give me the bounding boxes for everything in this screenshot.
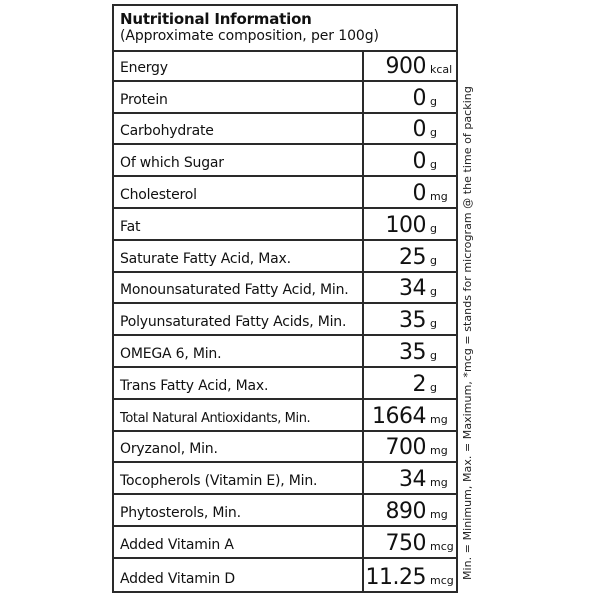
- nutrient-unit: mcg: [430, 573, 454, 587]
- value-cell: [362, 336, 456, 366]
- nutrient-unit: mg: [430, 476, 448, 490]
- table-row: [114, 495, 456, 527]
- value-cell: [362, 114, 456, 144]
- table-row: [114, 273, 456, 305]
- nutrition-table: [112, 4, 458, 593]
- table-header: [114, 6, 456, 52]
- nutrient-value: 0: [412, 85, 426, 111]
- nutrient-unit: kcal: [430, 62, 453, 76]
- footnote: [461, 70, 477, 580]
- nutrient-label: Fat: [120, 218, 141, 235]
- table-row: [114, 336, 456, 368]
- table-subtitle: (Approximate composition, per 100g): [120, 28, 379, 44]
- nutrient-unit: g: [430, 126, 437, 140]
- value-cell: [362, 177, 456, 207]
- nutrient-unit: g: [430, 317, 437, 331]
- nutrient-value: 1664: [372, 403, 426, 429]
- table-row: [114, 50, 456, 82]
- table-row: [114, 145, 456, 177]
- value-cell: [362, 368, 456, 398]
- table-row: [114, 400, 456, 432]
- table-row: [114, 114, 456, 146]
- nutrient-value: 700: [385, 435, 426, 461]
- table-row: [114, 527, 456, 559]
- nutrient-value: 0: [412, 149, 426, 175]
- table-row: [114, 559, 456, 591]
- table-row: [114, 177, 456, 209]
- nutrient-unit: g: [430, 348, 437, 362]
- nutrient-unit: g: [430, 285, 437, 299]
- nutrient-value: 890: [385, 498, 426, 524]
- nutrient-unit: mg: [430, 444, 448, 458]
- nutrient-label: Of which Sugar: [120, 155, 224, 172]
- value-cell: [362, 145, 456, 175]
- value-cell: [362, 50, 456, 80]
- table-row: [114, 209, 456, 241]
- nutrient-label: Trans Fatty Acid, Max.: [120, 377, 269, 394]
- nutrient-label: OMEGA 6, Min.: [120, 345, 222, 362]
- nutrient-rows: [114, 50, 456, 591]
- nutrient-unit: mg: [430, 412, 448, 426]
- nutrient-label: Tocopherols (Vitamin E), Min.: [120, 473, 318, 490]
- nutrient-unit: mg: [430, 189, 448, 203]
- nutrient-value: 35: [399, 339, 426, 365]
- nutrient-label: Protein: [120, 91, 168, 108]
- nutrient-value: 100: [385, 212, 426, 238]
- nutrient-label: Carbohydrate: [120, 123, 214, 140]
- nutrient-label: Added Vitamin A: [120, 536, 234, 553]
- nutrient-value: 750: [385, 530, 426, 556]
- table-row: [114, 463, 456, 495]
- nutrient-label: Polyunsaturated Fatty Acids, Min.: [120, 314, 347, 331]
- nutrient-unit: g: [430, 380, 437, 394]
- table-row: [114, 241, 456, 273]
- nutrient-label: Oryzanol, Min.: [120, 441, 218, 458]
- nutrient-value: 0: [412, 117, 426, 143]
- nutrient-value: 11.25: [365, 564, 426, 590]
- nutrient-value: 900: [385, 53, 426, 79]
- nutrient-value: 34: [399, 467, 426, 493]
- nutrient-label: Added Vitamin D: [120, 570, 235, 587]
- nutrient-label: Total Natural Antioxidants, Min.: [120, 410, 311, 426]
- nutrient-unit: g: [430, 221, 437, 235]
- nutrient-label: Cholesterol: [120, 186, 197, 203]
- nutrient-value: 25: [399, 244, 426, 270]
- table-row: [114, 432, 456, 464]
- value-cell: [362, 463, 456, 493]
- value-cell: [362, 304, 456, 334]
- value-cell: [362, 527, 456, 557]
- nutrient-unit: g: [430, 158, 437, 172]
- nutrient-unit: g: [430, 94, 437, 108]
- value-cell: [362, 209, 456, 239]
- value-cell: [362, 82, 456, 112]
- table-title: Nutritional Information: [120, 10, 312, 28]
- nutrient-unit: mg: [430, 507, 448, 521]
- nutrient-label: Monounsaturated Fatty Acid, Min.: [120, 282, 349, 299]
- nutrient-label: Energy: [120, 59, 168, 76]
- nutrient-value: 2: [412, 371, 426, 397]
- footnote-text: Min. = Minimum, Max. = Maximum, *mcg = stands for microgram @ the time of packing: [461, 86, 474, 580]
- nutrient-label: Saturate Fatty Acid, Max.: [120, 250, 291, 267]
- value-cell: [362, 432, 456, 462]
- value-cell: [362, 559, 456, 591]
- nutrient-label: Phytosterols, Min.: [120, 504, 241, 521]
- table-row: [114, 82, 456, 114]
- value-cell: [362, 241, 456, 271]
- value-cell: [362, 273, 456, 303]
- table-row: [114, 368, 456, 400]
- nutrient-unit: g: [430, 253, 437, 267]
- nutrient-value: 34: [399, 276, 426, 302]
- nutrient-value: 0: [412, 180, 426, 206]
- nutrient-value: 35: [399, 308, 426, 334]
- nutrient-unit: mcg: [430, 539, 454, 553]
- value-cell: [362, 495, 456, 525]
- table-row: [114, 304, 456, 336]
- value-cell: [362, 400, 456, 430]
